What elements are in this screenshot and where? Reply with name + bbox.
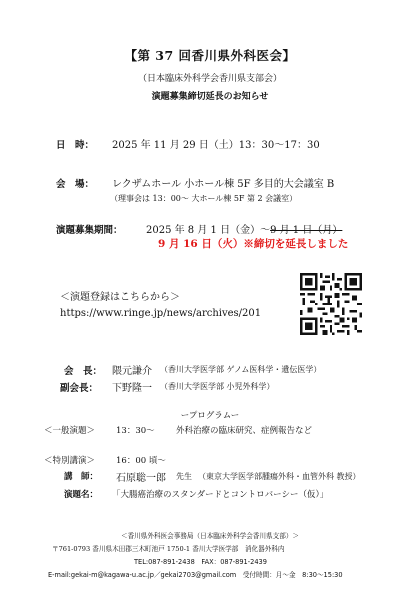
topic-label: 演題名： — [64, 490, 99, 500]
footer-email: E-mail:gekai-m@kagawa-u.ac.jp／gekai2703@gmail.com 受付時間：月～金 8:30～15:30 — [48, 571, 343, 579]
president-name: 隈元謙介 — [112, 366, 152, 377]
vice-president-name: 下野隆一 — [112, 383, 152, 394]
notice-heading: 演題募集締切延長のお知らせ — [151, 92, 269, 102]
abstract-period-label: 演題募集期間： — [56, 225, 123, 236]
venue-note: （理事会は 13：00～ 大ホール棟 5F 第 2 会議室） — [110, 194, 298, 203]
registration-label: ＜演題登録はこちらから＞ — [60, 292, 180, 303]
topic-title: 「大腸癌治療のスタンダードとコントロバーシー（仮）」 — [112, 490, 329, 500]
president-affiliation: （香川大学医学部 ゲノム医科学・遺伝医学） — [160, 365, 322, 374]
abstract-period-value — [146, 221, 342, 236]
venue-value: レクザムホール 小ホール棟 5F 多目的大会議室 B — [112, 179, 335, 190]
abstract-period-old-deadline: 9 月 1 日（月） — [270, 225, 343, 236]
lecturer-label: 講 師： — [64, 472, 99, 482]
special-lecture-time: 16：00 頃～ — [116, 456, 166, 466]
special-lecture-label: ＜特別講演＞ — [44, 456, 96, 466]
page-subtitle: （日本臨床外科学会香川県支部会） — [137, 74, 282, 84]
datetime-label: 日 時： — [56, 140, 95, 151]
extended-deadline: 9 月 16 日（火）※締切を延長しました — [158, 238, 349, 250]
footer-address: 〒761-0793 香川県木田郡三木町池戸 1750-1 香川大学医学部 消化器外科内 — [52, 545, 285, 553]
page-title: 【第 37 回香川県外科医会】 — [124, 48, 296, 63]
lecturer-affiliation: （東京大学医学部腫瘍外科・血管外科 教授） — [198, 472, 361, 481]
vice-president-label: 副会長： — [60, 383, 99, 394]
program-heading: ープログラムー — [180, 411, 240, 421]
abstract-period-start: 2025 年 8 月 1 日（金）～ — [146, 225, 271, 236]
vice-president-affiliation: （香川大学医学部 小児外科学） — [160, 382, 275, 391]
lecturer-name: 石原聡一郎 — [116, 473, 166, 484]
footer-office: ＜香川県外科医会事務局（日本臨床外科学会香川県支部）＞ — [120, 532, 300, 540]
general-session-desc: 外科治療の臨床研究、症例報告など — [176, 426, 313, 436]
president-label: 会 長： — [64, 366, 103, 377]
venue-label: 会 場： — [56, 179, 95, 190]
qr-code-icon[interactable] — [300, 273, 362, 335]
registration-url[interactable]: https://www.ringe.jp/news/archives/201 — [60, 308, 262, 319]
general-session-time: 13：30～ — [116, 426, 155, 436]
footer-phone: TEL:087-891-2438 FAX：087-891-2439 — [134, 558, 267, 566]
datetime-value: 2025 年 11 月 29 日（土）13：30～17：30 — [112, 140, 320, 151]
lecturer-suffix: 先生 — [176, 472, 192, 481]
general-session-label: ＜一般演題＞ — [44, 426, 96, 436]
